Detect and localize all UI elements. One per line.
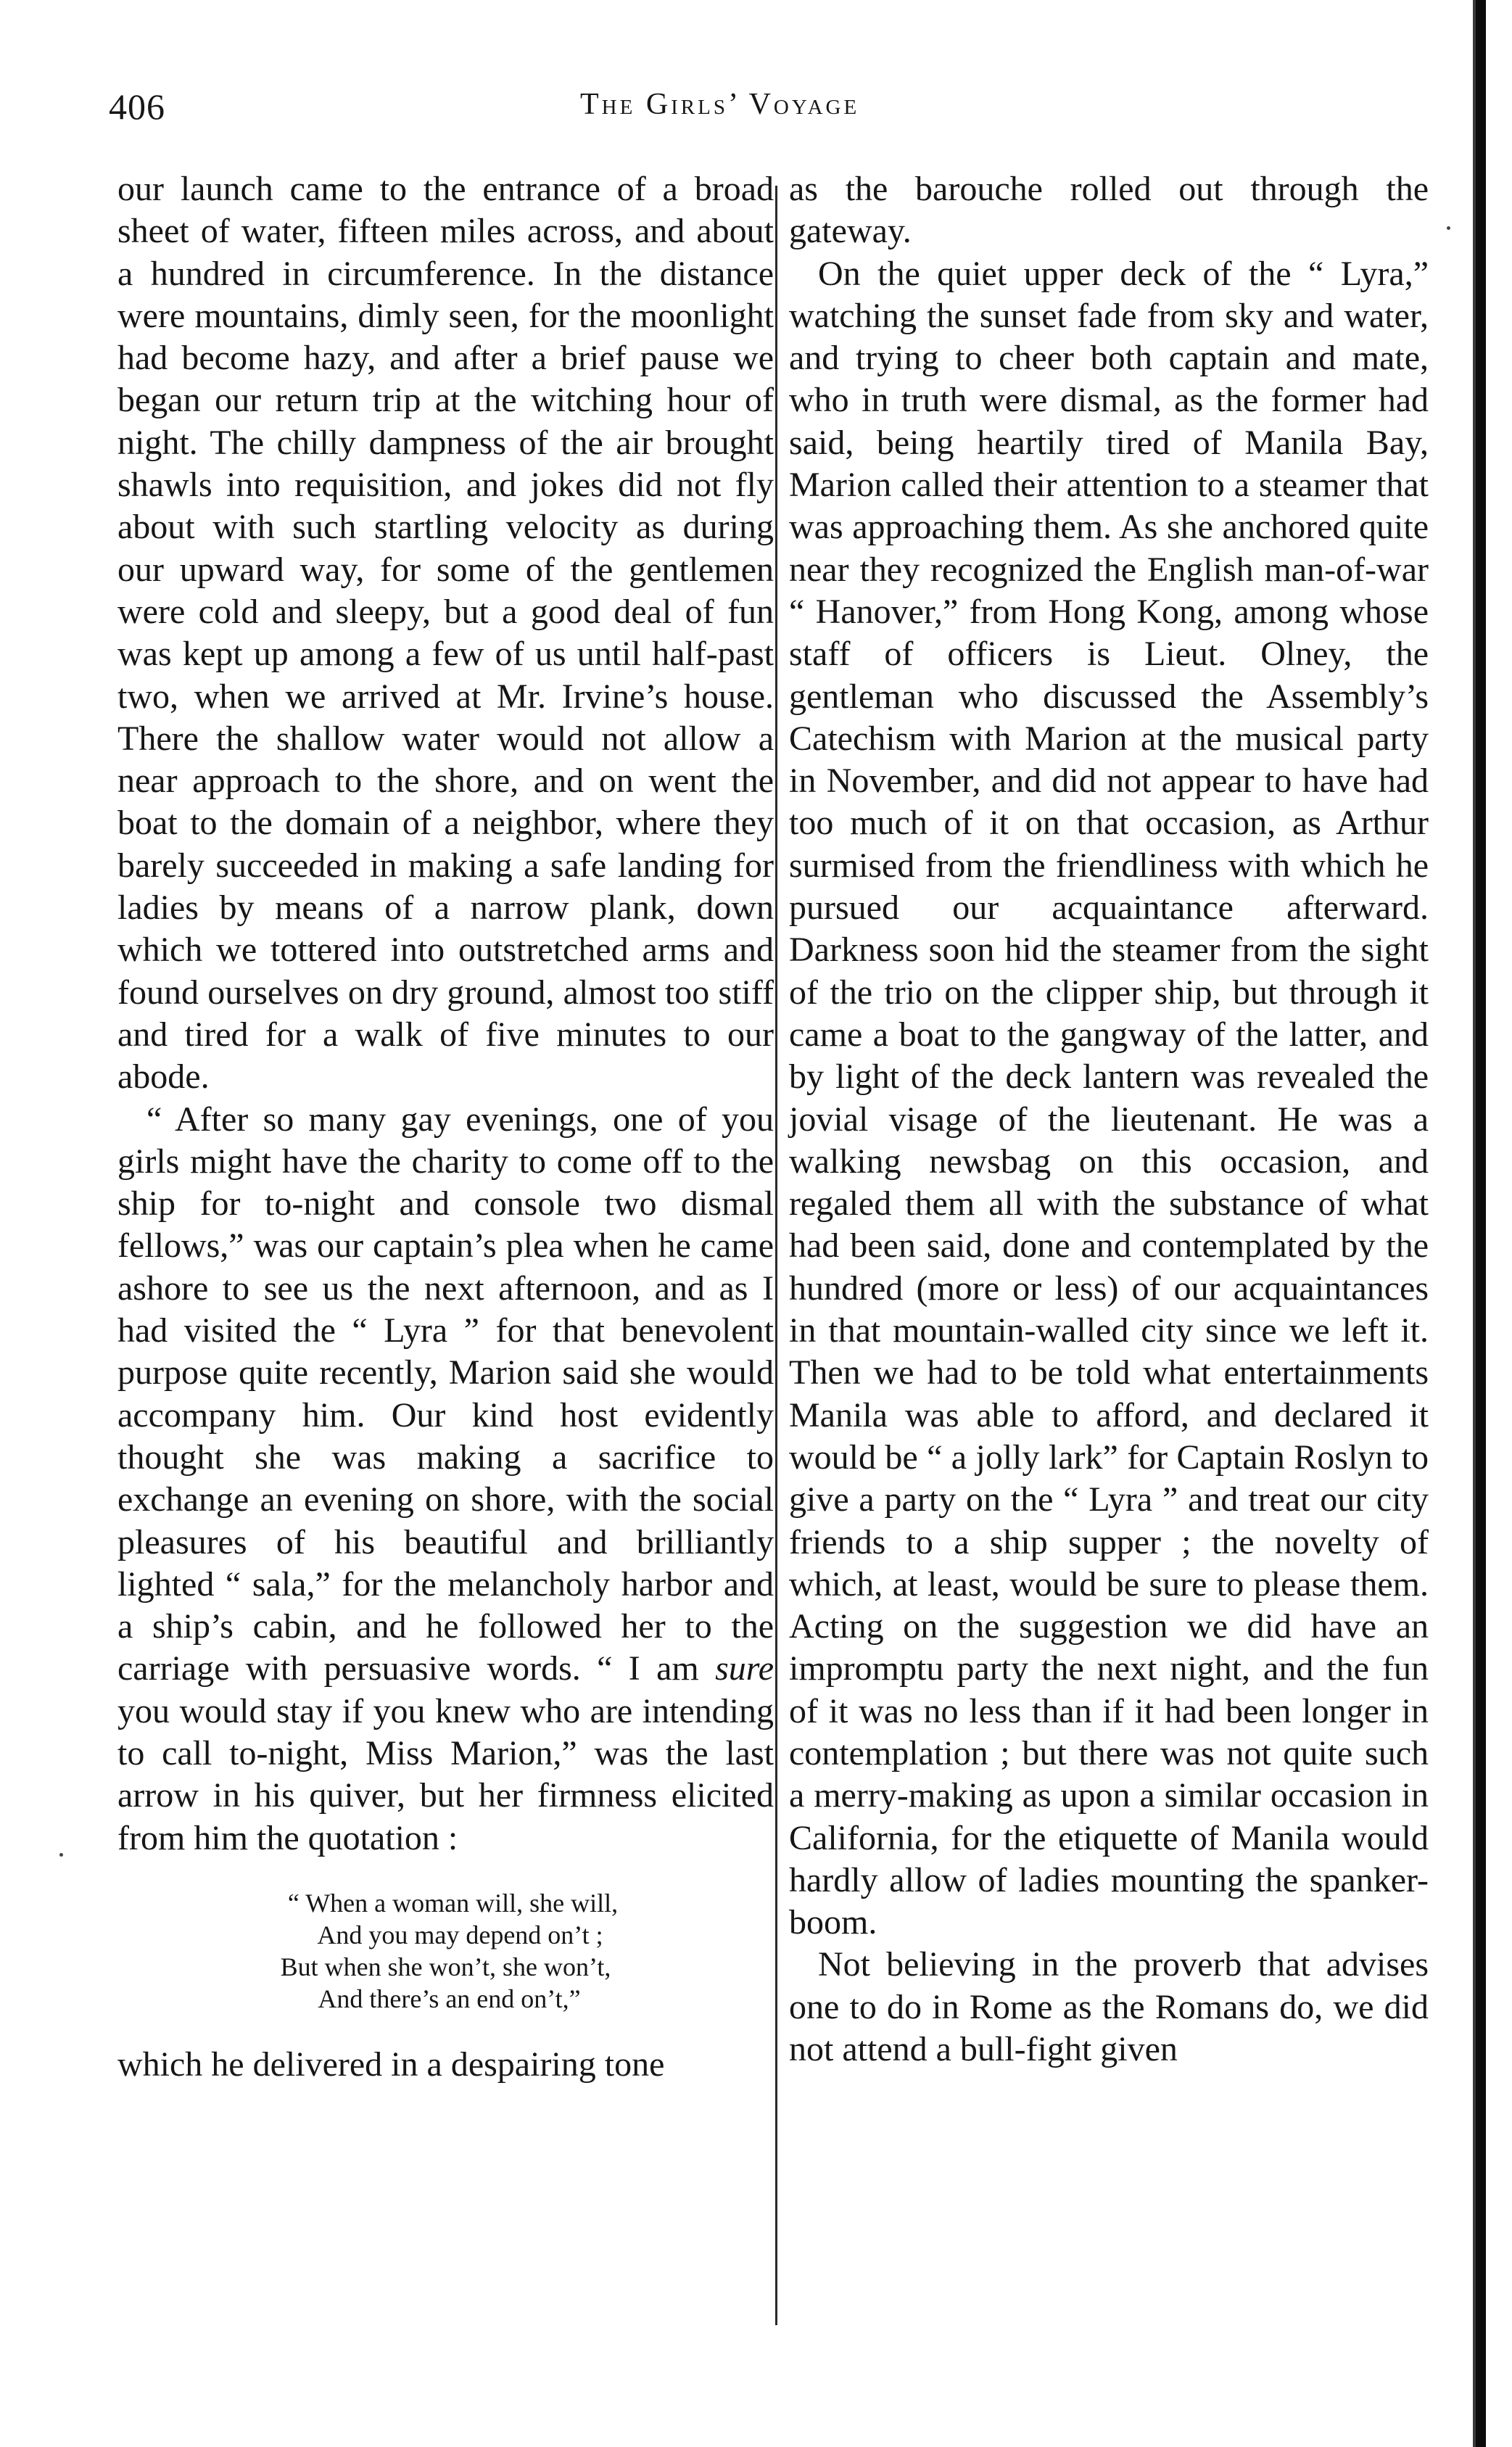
ink-speck: [1447, 226, 1450, 230]
left-paragraph-2: [117, 1099, 774, 1860]
left-paragraph-1: our launch came to the entrance of a broad sheet of water, fifteen miles across, and about a hundred in circumference. In the distance were mountains, dimly seen, for the moonlight had become hazy, and after a brief pause we began our return trip at the witching hour of night. The chilly dampness of the air brought shawls into requisition, and jokes did not fly about with such startling velocity as during our upward way, for some of the gentlemen were cold and sleepy, but a good deal of fun was kept up among a few of us until half-past two, when we arrived at Mr. Irvine’s house. There the shallow water would not allow a near approach to the shore, and on went the boat to the domain of a neighbor, where they barely succeeded in making a safe landing for ladies by means of a narrow plank, down which we tottered into outstretched arms and found ourselves on dry ground, almost too stiff and tired for a walk of five minutes to our abode.: [117, 170, 774, 1097]
right-paragraph-3: Not believing in the proverb that advises one to do in Rome as the Romans do, we did not attend a bull-fight given: [789, 1945, 1429, 2069]
column-divider: [775, 186, 777, 2325]
left-paragraph-3: which he delivered in a despairing tone: [117, 2044, 665, 2084]
left-paragraph-2-emphasis: sure: [715, 1649, 774, 1688]
page-edge-binding: [1476, 0, 1486, 2447]
page-header: [109, 86, 1414, 144]
verse-line-4: And there’s an end on’t,”: [318, 1984, 581, 2013]
ink-speck: [59, 1853, 63, 1857]
left-paragraph-2-text-a: “ After so many gay evenings, one of you girls might have the charity to come off to the ship for to-night and console two dismal fellows,” was our captain’s plea when he came ashore to see us the next afternoon, and as I had visited the “ Lyra ” for that benevolent purpose quite recently, Marion said she would accompany him. Our kind host evidently thought she was making a sacrifice to exchange an evening on shore, with the social pleasures of his beautiful and brilliantly lighted “ sala,” for the melancholy harbor and a ship’s cabin, and he followed her to the carriage with persuasive words. “ I am: [117, 1099, 774, 1688]
right-paragraph-1: as the barouche rolled out through the gateway.: [789, 170, 1429, 251]
running-title: The Girls’ Voyage: [580, 88, 860, 121]
verse-quotation: [117, 1887, 774, 2015]
verse-line-3: But when she won’t, she won’t,: [280, 1952, 611, 1981]
right-column: [789, 168, 1429, 2071]
left-column: [117, 168, 774, 2086]
verse-line-2: And you may depend on’t ;: [317, 1920, 603, 1949]
page-number: 406: [109, 86, 165, 127]
right-paragraph-2: On the quiet upper deck of the “ Lyra,” watching the sunset fade from sky and water, and trying to cheer both captain and mate, who in truth were dismal, as the former had said, being heartily tired of Manila Bay, Marion called their attention to a steamer that was approaching them. As she anchored quite near they recognized the English man-of-war “ Hanover,” from Hong Kong, among whose staff of officers is Lieut. Olney, the gentleman who discussed the Assembly’s Catechism with Marion at the musical party in November, and did not appear to have had too much of it on that occasion, as Arthur surmised from the friendliness with which he pursued our acquaintance afterward. Darkness soon hid the steamer from the sight of the trio on the clipper ship, but through it came a boat to the gangway of the latter, and by light of the deck lantern was revealed the jovial visage of the lieutenant. He was a walking newsbag on this occasion, and regaled them all with the substance of what had been said, done and contemplated by the hundred (more or less) of our acquaintances in that mountain-walled city since we left it. Then we had to be told what entertainments Manila was able to afford, and declared it would be “ a jolly lark” for Captain Roslyn to give a party on the “ Lyra ” and treat our city friends to a ship supper ; the novelty of which, at least, would be sure to please them. Acting on the suggestion we did have an impromptu party the next night, and the fun of it was no less than if it had been longer in contemplation ; but there was not quite such a merry-making as upon a similar occasion in California, for the etiquette of Manila would hardly allow of ladies mounting the spanker-boom.: [789, 254, 1429, 1942]
verse-line-1: “ When a woman will, she will,: [287, 1888, 619, 1918]
left-paragraph-2-text-b: you would stay if you knew who are intending to call to-night, Miss Marion,” was the last arrow in his quiver, but her firmness elicited from him the quotation :: [117, 1691, 774, 1857]
